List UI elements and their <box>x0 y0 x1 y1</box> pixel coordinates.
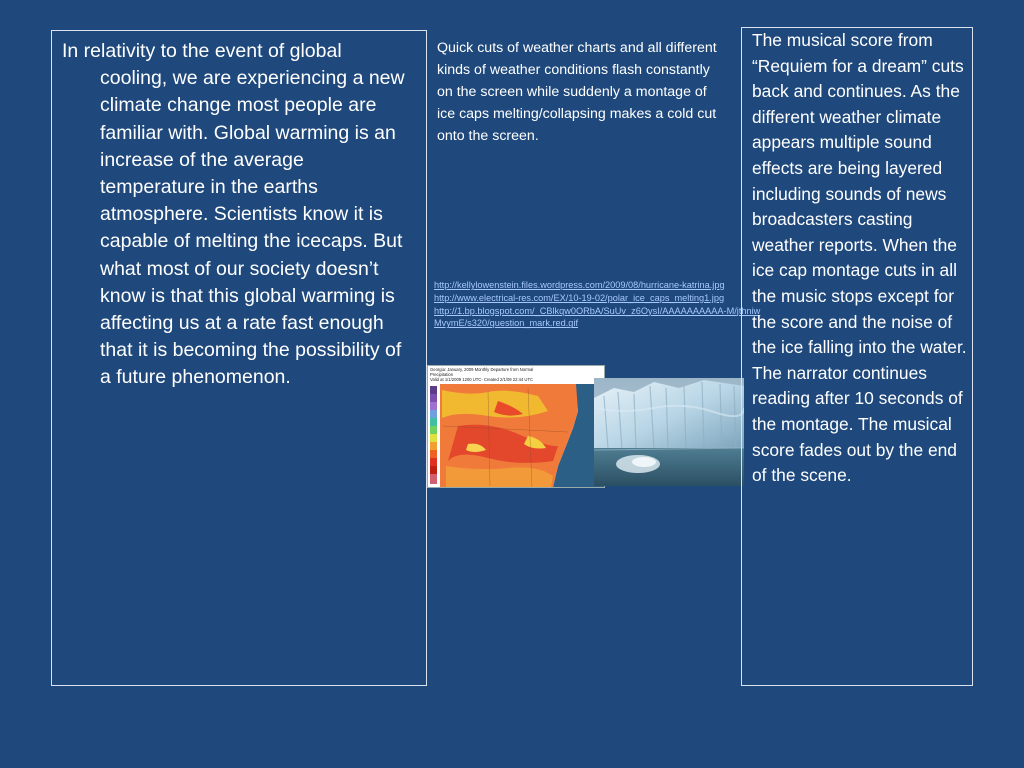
source-link-question-mark[interactable]: http://1.bp.blogspot.com/_CBlkqw0ORbA/SuUv_z6OysI/AAAAAAAAAA-M/jthniwMvymE/s320/question_mark.red.gif <box>434 305 761 329</box>
weather-map-image <box>427 365 605 488</box>
weather-map-title: Georgia: January, 2009 Monthly Departure from Normal <box>430 367 534 372</box>
music-score-paragraph: The musical score from “Requiem for a dream” cuts back and continues. As the different weather climate appears multiple sound effects are being layered including sounds of news broadcasters casting weather reports. When the ice cap montage cuts in all the music stops except for the score and the noise of the ice falling into the water. The narrator continues reading after 10 seconds of the montage. The musical score fades out by the end of the scene. <box>752 30 967 486</box>
weather-map-valid-time: Valid at 1/1/2009 1200 UTC- Created 2/1/09 22:44 UTC <box>430 377 534 382</box>
global-warming-paragraph: In relativity to the event of global cooling, we are experiencing a new climate change most people are familiar with. Global warming is an increase of the average temperature in the earths atmosphere. Scientists know it is capable of melting the icecaps. But what most of our society doesn’t know is that this global warming is affecting us at a rate fast enough that it is becoming the possibility of a future phenomenon. <box>62 40 405 389</box>
left-text-panel <box>51 30 427 686</box>
source-link-hurricane[interactable]: http://kellylowenstein.files.wordpress.com/2009/08/hurricane-katrina.jpg <box>434 280 725 290</box>
right-text-panel <box>741 27 973 686</box>
image-source-links <box>434 279 766 330</box>
ice-caps-image <box>594 378 744 486</box>
scene-description-text: Quick cuts of weather charts and all different kinds of weather conditions flash constantly on the screen while suddenly a montage of ice caps melting/collapsing makes a cold cut onto the screen. <box>437 40 717 144</box>
weather-map-color-scale <box>430 386 437 484</box>
weather-map-subtitle: Precipitation <box>430 372 454 377</box>
source-link-polar-ice[interactable]: http://www.electrical-res.com/EX/10-19-02/polar_ice_caps_melting1.jpg <box>434 292 725 303</box>
